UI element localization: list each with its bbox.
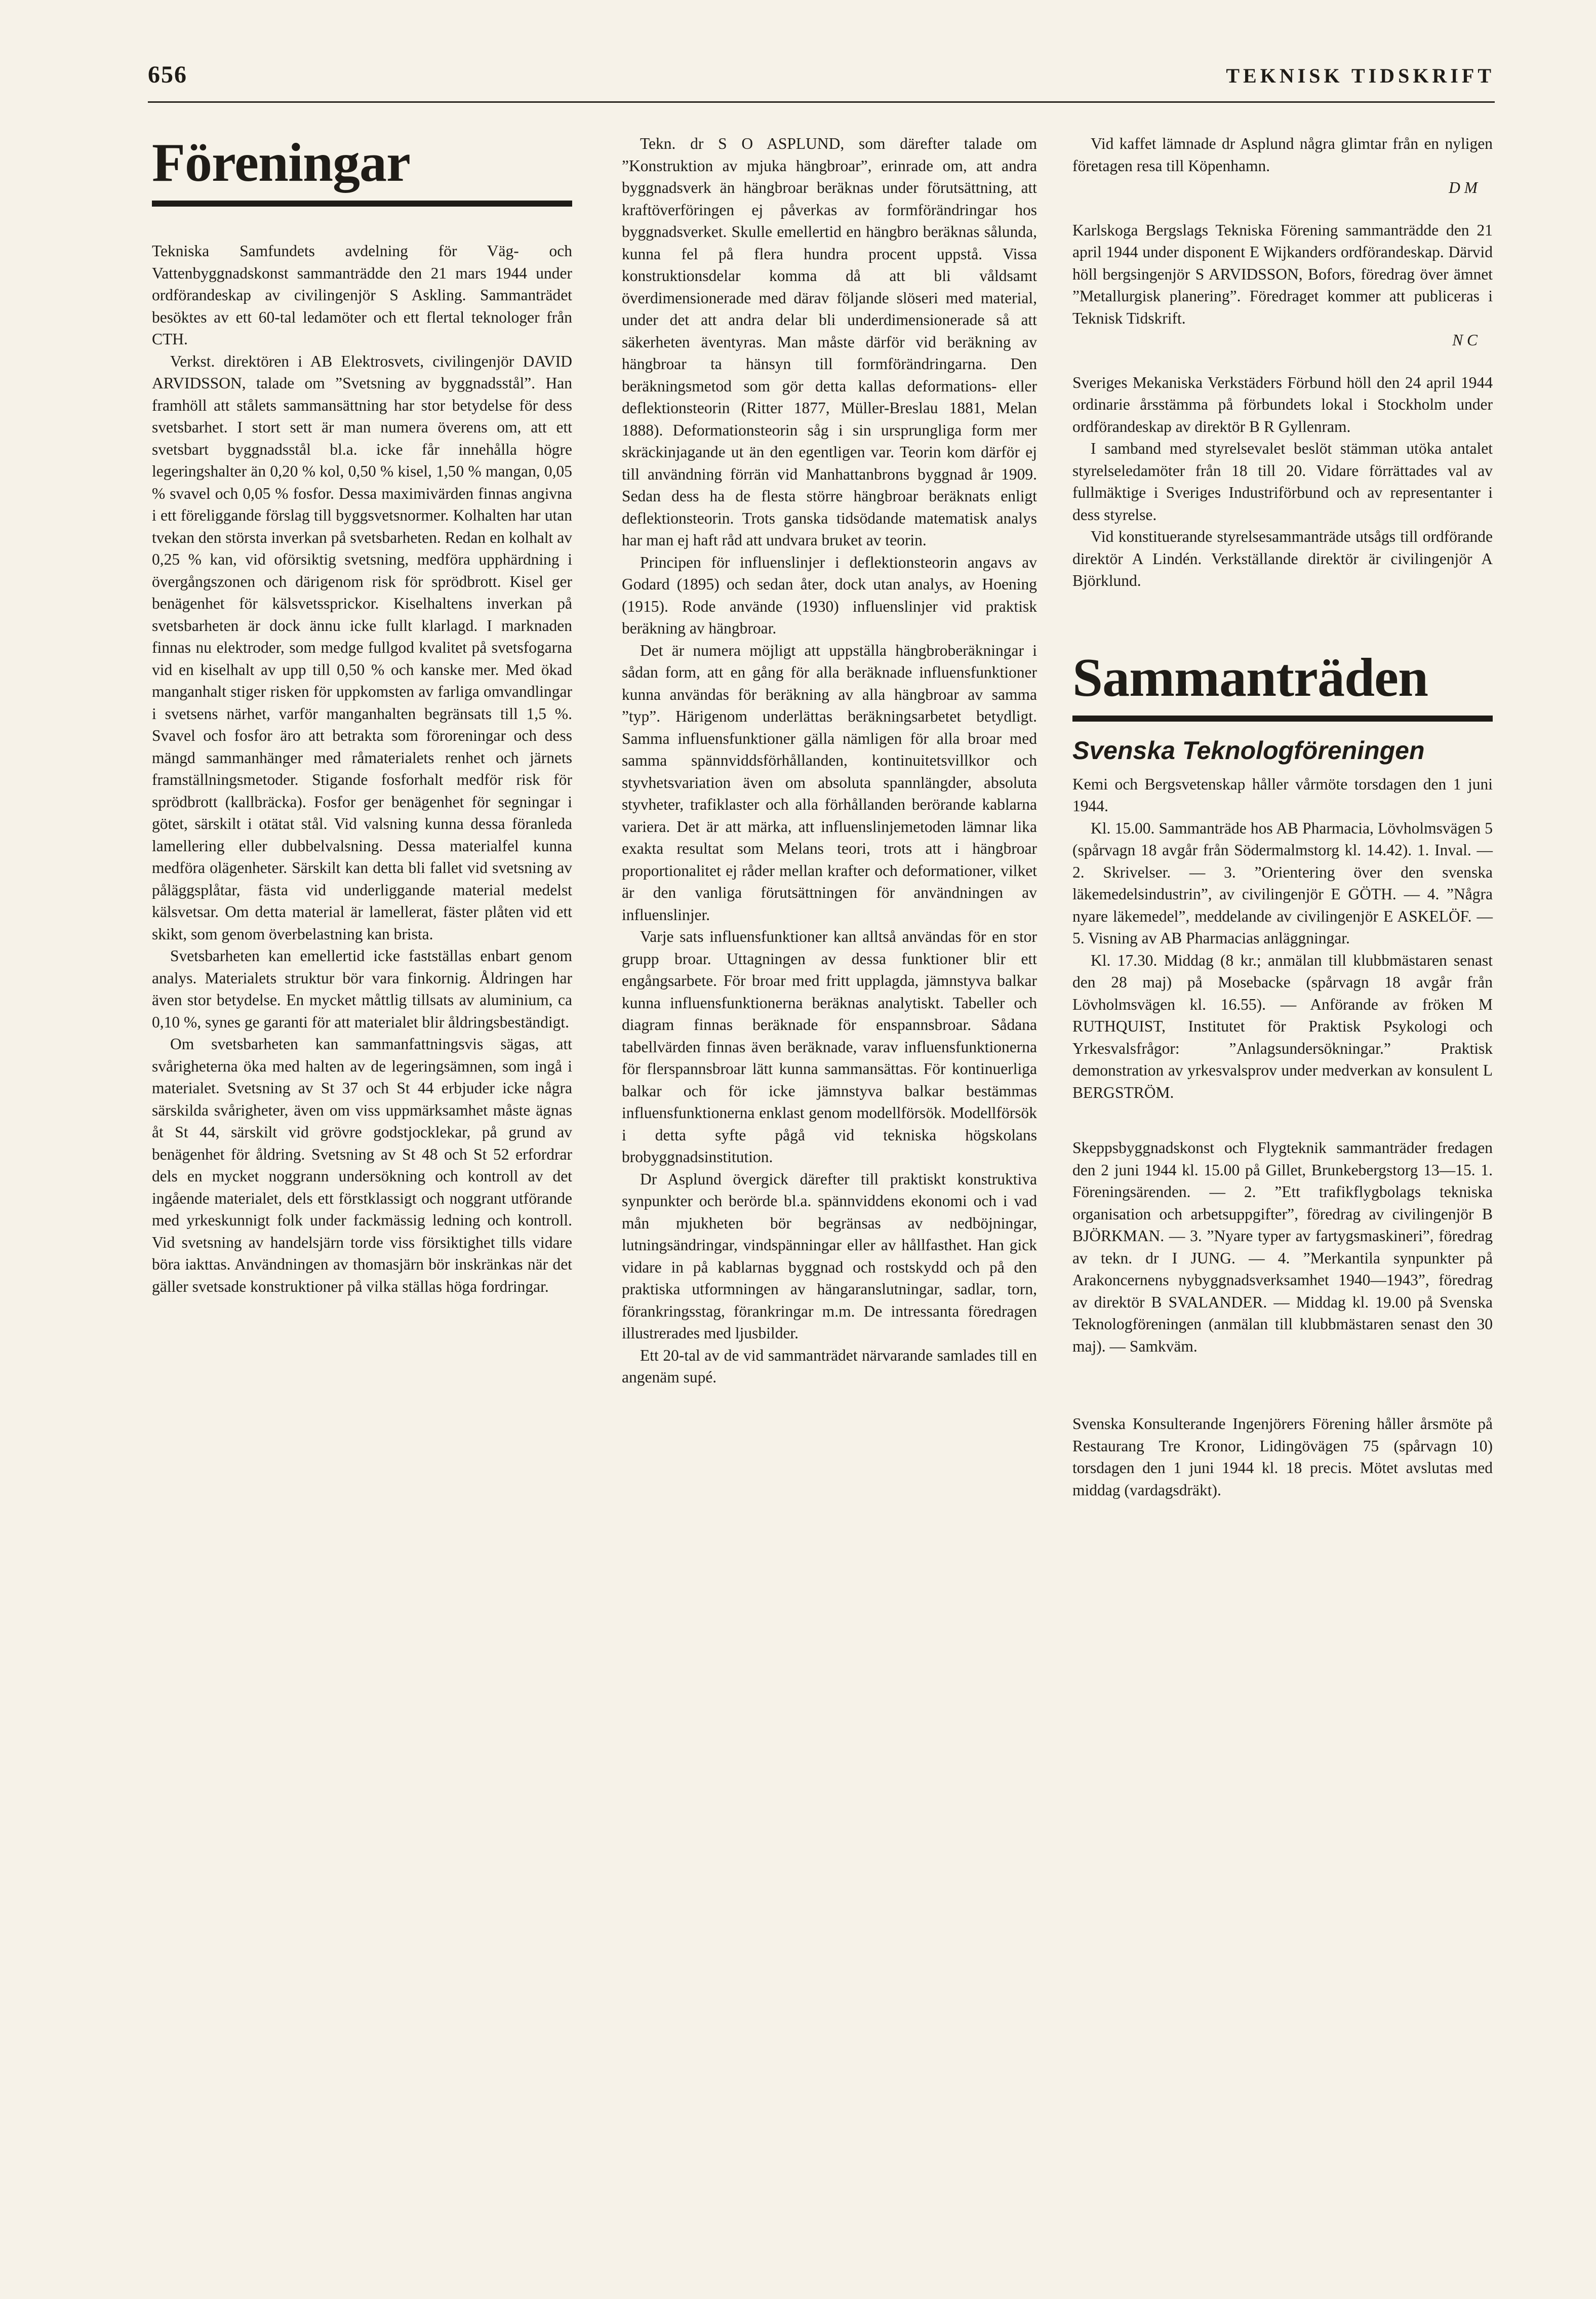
paragraph-pharmacia: Kl. 15.00. Sammanträde hos AB Pharmacia, Lövholmsvägen 5 (spårvagn 18 avgår från Södermalmstorg kl. 14.42). 1. Inval. — 2. Skrivelser. — 3. ”Orientering över den svenska läkemedelsindustrin”, av civilingenjör E GÖTH. — 4. ”Några nyare läkemedel”, meddelande av civilingenjör E ASKELÖF. — 5. Visning av AB Pharmacias anläggningar. [1072, 819, 1493, 947]
paragraph-supe: Ett 20-tal av de vid sammanträdet närvarande samlades till en angenäm supé. [622, 1346, 1037, 1386]
paragraph-asplund: Tekn. dr S O ASPLUND, som därefter talade om ”Konstruktion av mjuka hängbroar”, erinrade om, att andra byggnadsverk än hängbroar beräknas under förutsättning, att kraftöverföringen ej påverkas av formförändringar hos byggnadsverket. Skulle emellertid en hängbro beräknas sålunda, kunna fel på flera hundra procent uppstå. Vissa konstruktionsdelar komma då att bli våldsamt överdimensionerade med därav följande slöseri med material, under det att andra delar bli underdimensionerade så att säkerheten äventyras. Man måste därför vid beräkning av hängbroar ta hänsyn till formförändringarna. Den beräkningsmetod som gör detta kallas deformations- eller deflektionsteorin (Ritter 1877, Müller-Breslau 1881, Melan 1888). Deformationsteorin såg i sin ursprungliga form mer skräckinjagande ut än den egentligen var. Teorin kom därför ej till användning förrän vid Manhattanbrons byggnad år 1909. Sedan dess ha de flesta större hängbroar beräknats enligt deflektionsteorin. Trots ganska tidsödande matematisk analys har man ej haft råd att undvara bruket av teorin. [622, 135, 1037, 549]
paragraph-hangbroberakningar: Det är numera möjligt att uppställa hängbroberäkningar i sådan form, att en gång för alla beräknade influensfunktioner kunna användas för beräkning av alla hängbroar av samma ”typ”. Härigenom underlättas beräkningsarbetet betydligt. Samma influensfunktioner gälla nämligen för alla broar med samma spännviddsförhållanden, kontinuitetsvillkor och styvhetsvariation även om absoluta spannlängder, absoluta styvheter, trafiklaster och alla förhållanden berörande kablarna variera. Det är att märka, att influenslinjemetoden lämnar lika exakta resultat som Melans teori, trots att i hängbroar proportionalitet ej råder mellan krafter och deformationer, vilket är den vanliga förutsättningen för användningen av influenslinjer. [622, 641, 1037, 924]
signature-dm: D M [1449, 179, 1478, 196]
article-mekaniska-verkstader: Sveriges Mekaniska Verkstäders Förbund höll den 24 april 1944 ordinarie årsstämma på förbundets lokal i Stockholm under ordförandeskap av direktör B R Gyllenram. [1072, 373, 1493, 435]
paragraph-svetsbarhet: Svetsbarheten kan emellertid icke fastställas enbart genom analys. Materialets struktur bör vara finkornig. Åldringen har även stor betydelse. En mycket måttlig tillsats av aluminium, ca 0,10 %, synes ge garanti för att materialet blir åldringsbeständigt. [152, 947, 572, 1031]
paragraph-praktiskt-konstruktiva: Dr Asplund övergick därefter till praktiskt konstruktiva synpunkter och berörde bl.a. spännviddens ekonomi och i vad mån mjukheten bör begränsas av nedböjningar, lutningsändringar, vindspänningar eller av hållfasthet. Han gick vidare in på kablarnas byggnad och rostskydd och på den praktiska utformningen av hängaranslutningar, sadlar, torn, förankringsstag, förankringar m.m. De intressanta föredragen illustrerades med ljusbilder. [622, 1170, 1037, 1342]
section-title-sammantraden: Sammanträden [1072, 647, 1428, 708]
column-middle [622, 133, 1037, 1389]
paragraph-influenslinjer: Principen för influenslinjer i deflektionsteorin angavs av Godard (1895) och sedan åter, dock utan analys, av Hoening (1915). Rode använde (1930) influenslinjer vid praktisk beräkning av hängbroar. [622, 553, 1037, 637]
paragraph-styrelseval: I samband med styrelsevalet beslöt stämman utöka antalet styrelseledamöter från 18 till 20. Vidare förrättades val av fullmäktige i Sveriges Industriförbund och av representanter i dess styrelse. [1072, 440, 1493, 524]
paragraph-middag-mosebacke: Kl. 17.30. Middag (8 kr.; anmälan till klubbmästaren senast den 28 maj) på Mosebacke (spårvagn 18 avgår från Lövholmsvägen kl. 16.55). — Anförande av fröken M RUTHQUIST, Institutet för Praktisk Psykologi och Yrkesvalsfrågor: ”Anlagsundersökningar.” Praktisk demonstration av yrkesvalsprov under medverkan av konsulent L BERGSTRÖM. [1072, 951, 1493, 1101]
signature-nc: N C [1452, 331, 1478, 349]
paragraph-influensfunktioner: Varje sats influensfunktioner kan alltså användas för en stor grupp broar. Uttagningen av dessa funktioner blir ett engångsarbete. För broar med fritt upplagda, jämnstyva balkar kunna influensfunktionerna beräknas analytiskt. Tabeller och diagram finnas beräknade för enspannsbroar. Sådana tabellvärden finnas även beräknade, varav influensfunktionerna för flerspannsbroar lätt kunna sammansättas. För kontinuerliga balkar och för icke jämnstyva balkar bestämmas influensfunktionerna enklast genom modellförsök. Modellförsök i detta syfte pågå vid tekniska högskolans brobyggnadsinstitution. [622, 928, 1037, 1166]
subheading-teknologforeningen: Svenska Teknologföreningen [1072, 736, 1425, 765]
column-right [1072, 133, 1493, 1501]
paragraph-kaffet: Vid kaffet lämnade dr Asplund några glimtar från en nyligen företagen resa till Köpenhamn. [1072, 135, 1493, 175]
paragraph-sammanfattning: Om svetsbarheten kan sammanfattningsvis sägas, att svårigheterna öka med halten av de legeringsämnen, som ingå i materialet. Svetsning av St 37 och St 44 erbjuder icke några särskilda svårigheter, även om viss uppmärksamhet måste ägnas åt St 44, särskilt vid grövre godstjocklekar, på grund av benägenhet för åldring. Svetsning av St 48 och St 52 erfordrar dels en mycket noggrann undersökning och kontroll av det ingående materialet, dels ett förstklassigt och noggrant utförande med yrkeskunnigt folk under fackmässig ledning och kontroll. Vid svetsning av handelsjärn torde viss försiktighet tills vidare böra iakttas. Användningen av thomasjärn bör inskränkas när det gäller svetsade konstruktioner på vilka ställas höga fordringar. [152, 1035, 572, 1295]
header-rule [148, 101, 1495, 103]
journal-title: TEKNISK TIDSKRIFT [1226, 64, 1495, 87]
section-rule [1072, 716, 1493, 722]
paragraph-svetsning: Verkst. direktören i AB Elektrosvets, civilingenjör DAVID ARVIDSSON, talade om ”Svetsning av byggnadsstål”. Han framhöll att stålets sammansättning har stor betydelse för dess svetsbarhet. I stort sett är man numera överens om, att ett svetsbart byggnadsstål bl.a. icke får innehålla högre legeringshalter än 0,20 % kol, 0,50 % kisel, 1,50 % mangan, 0,05 % svavel och 0,05 % fosfor. Dessa maximivärden finnas angivna i ett föreliggande förslag till byggsvetsnormer. Kolhalten har utan tvekan den största inverkan på svetsbarheten. Redan en kolhalt av 0,25 % kan, vid oförsiktig svetsning, medföra upphärdning i övergångszonen och därigenom risk för sprödbrott. Kisel ger benägenhet för kälsvetssprickor. Kiselhaltens inverkan på svetsbarheten är dock ännu icke fullt klarlagd. I marknaden finnas nu elektroder, som medge fullgod kvalitet på svetsfogarna vid en kiselhalt av upp till 0,50 % och kanske mer. Med ökad manganhalt stiger risken för uppkomsten av farliga omvandlingar i svetsens närhet, varför manganhalten begränsats till 1,5 %. Svavel och fosfor äro att betrakta som föroreningar och dess mängd sammanhänger med råmaterialets renhet och järnets framställningsmetoder. Stigande fosforhalt medför risk för sprödbrott (kallbräcka). Fosfor ger benägenhet för segningar i götet, särskilt i otätat stål. Vid valsning kunna dessa föranleda lamellering eller dubbelvalsning. Dessa materialfel kunna medföra olägenheter. Särskilt kan detta bli fallet vid svetsning av påläggsplåtar, fästa vid underliggande material medelst kälsvetsar. Om detta material är lamellerat, fäster plåten vid ett skikt, som genom överbelastning kan brista. [152, 352, 572, 943]
section-rule [152, 201, 572, 207]
page-number: 656 [148, 61, 187, 88]
column-left [152, 133, 572, 1297]
article-skeppsbyggnadskonst: Skeppsbyggnadskonst och Flygteknik sammanträder fredagen den 2 juni 1944 kl. 15.00 på Gillet, Brunkebergstorg 13—15. 1. Föreningsärenden. — 2. ”Ett trafikflygbolags tekniska organisation och arbetsuppgifter”, föredrag av civilingenjör B BJÖRKMAN. — 3. ”Nyare typer av fartygsmaskineri”, föredrag av tekn. dr I JUNG. — 4. ”Merkantila synpunkter på Arakoncernens nybyggnadsverksamhet 1940—1943”, föredrag av direktör B SVALANDER. — Middag kl. 19.00 på Svenska Teknologföreningen (anmälan till klubbmästaren senast den 30 maj). — Samkväm. [1072, 1139, 1493, 1355]
article-tekniska-samfundets: Tekniska Samfundets avdelning för Väg- och Vattenbyggnadskonst sammanträdde den 21 mars 1944 under ordförandeskap av civilingenjör S Askling. Sammanträdet besöktes av ett 60-tal ledamöter och ett flertal teknologer från CTH. [152, 242, 572, 348]
article-konsulterande-ingenjorer: Svenska Konsulterande Ingenjörers Förening håller årsmöte på Restaurang Tre Kronor, Lidingövägen 75 (spårvagn 10) torsdagen den 1 juni 1944 kl. 18 precis. Mötet avslutas med middag (vardagsdräkt). [1072, 1415, 1493, 1499]
article-karlskoga: Karlskoga Bergslags Tekniska Förening sammanträdde den 21 april 1944 under disponent E Wijkanders ordförandeskap. Därvid höll bergsingenjör S ARVIDSSON, Bofors, föredrag över ämnet ”Metallurgisk planering”. Föredraget kommer att publiceras i Teknisk Tidskrift. [1072, 221, 1493, 327]
paragraph-konstituerande: Vid konstituerande styrelsesammanträde utsågs till ordförande direktör A Lindén. Verkställande direktör är civilingenjör A Björklund. [1072, 528, 1493, 589]
article-kemi-bergsvetenskap: Kemi och Bergsvetenskap håller vårmöte torsdagen den 1 juni 1944. [1072, 775, 1493, 815]
section-title-foreningar: Föreningar [152, 133, 410, 193]
page-header [148, 61, 1495, 99]
